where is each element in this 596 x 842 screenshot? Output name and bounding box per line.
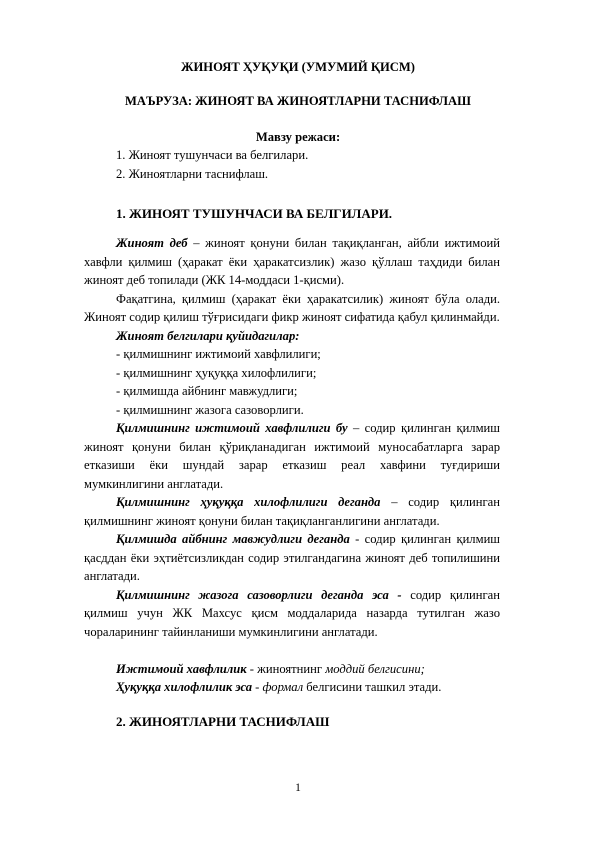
paragraph-text: - содир қилинган қилмиш қасддан ёки эҳтиётсизликдан содир этилгандагина жиноят деб топилишини англатади.	[84, 532, 501, 583]
paragraph-act-only: Фақатгина, қилмиш (ҳаракат ёки ҳаракатсилик) жиноят бўла олади. Жиноят содир қилиш тўғрисидаги фикр жиноят сифатида қабул қилинмайди.	[84, 291, 500, 324]
paragraph-text: -	[252, 680, 263, 694]
lecture-title: МАЪРУЗА: ЖИНОЯТ ВА ЖИНОЯТЛАРНИ ТАСНИФЛАШ	[125, 94, 471, 108]
section-heading-2: 2. ЖИНОЯТЛАРНИ ТАСНИФЛАШ	[116, 714, 330, 729]
term: Ҳуқуққа хилофлилик эса	[116, 680, 253, 694]
paragraph-text: содир қилинган қилмиш учун ЖК Махсус қисм моддаларида назарда тутилган жазо чораларининг тайинланиши мумкинлигини англатади.	[84, 587, 500, 639]
section-body	[84, 234, 500, 697]
paragraph-formal-sign	[84, 678, 500, 697]
plan-item: 2. Жиноятларни таснифлаш.	[116, 167, 269, 181]
paragraph-text: белгисини ташкил этади.	[303, 680, 442, 694]
paragraph-guilt	[84, 530, 500, 586]
paragraph-text: – содир қилинган қилмишнинг жиноят қонуни билан тақиқланганлигини англатади.	[84, 495, 500, 528]
emphasis: моддий белгисини;	[325, 661, 425, 676]
term: Қилмишнинг ижтимоий хавфлилиги бу	[116, 421, 348, 435]
sign-item: - қилмишда айбнинг мавжудлиги;	[116, 384, 298, 398]
section-heading-1: 1. ЖИНОЯТ ТУШУНЧАСИ ВА БЕЛГИЛАРИ.	[116, 206, 393, 221]
paragraph-unlawfulness	[84, 493, 500, 530]
paragraph-crime-definition	[84, 234, 500, 290]
paragraph-text: – жиноят қонуни билан тақиқланган, айбли ижтимоий хавфли қилмиш (ҳаракат ёки ҳаракатсизлик) жазо қўллаш таҳдиди билан жиноят деб топилади (ЖК 14-моддаси 1-қисми).	[84, 236, 500, 287]
plan-title: Мавзу режаси:	[255, 130, 341, 144]
sign-item: - қилмишнинг ҳуқуққа хилофлилиги;	[116, 365, 317, 380]
term: Жиноят деб	[116, 236, 188, 250]
emphasis: формал	[262, 680, 304, 694]
term: Жиноят белгилари қуйидагилар:	[116, 328, 300, 343]
plan-item: 1. Жиноят тушунчаси ва белгилари.	[116, 148, 309, 162]
paragraph-punishability	[84, 586, 500, 642]
paragraph-text: - жиноятнинг	[246, 661, 326, 676]
document-title: ЖИНОЯТ ҲУҚУҚИ (УМУМИЙ ҚИСМ)	[181, 60, 415, 74]
paragraph-material-sign	[84, 660, 500, 679]
sign-item: - қилмишнинг жазога сазоворлиги.	[116, 402, 304, 417]
term: Қилмишнинг жазога сазоворлиги деганда эса -	[116, 587, 402, 602]
term: Қилмишда айбнинг мавжудлиги деганда	[116, 532, 350, 546]
signs-title	[84, 327, 500, 346]
term: Қилмишнинг ҳуқуққа хилофлилиги деганда	[116, 495, 381, 509]
blank-line	[84, 641, 500, 660]
page-number: 1	[295, 782, 301, 794]
paragraph-social-danger	[84, 419, 500, 493]
sign-item: - қилмишнинг ижтимоий хавфлилиги;	[116, 347, 321, 361]
paragraph-text: – содир қилинган қилмиш жиноят қонуни билан қўриқланадиган ижтимоий муносабатларга зарар етказиши ёки шундай зарар етказиш реал хавфини туғдириши мумкинлигини англатади.	[84, 421, 500, 491]
term: Ижтимоий хавфлилик	[116, 661, 247, 676]
